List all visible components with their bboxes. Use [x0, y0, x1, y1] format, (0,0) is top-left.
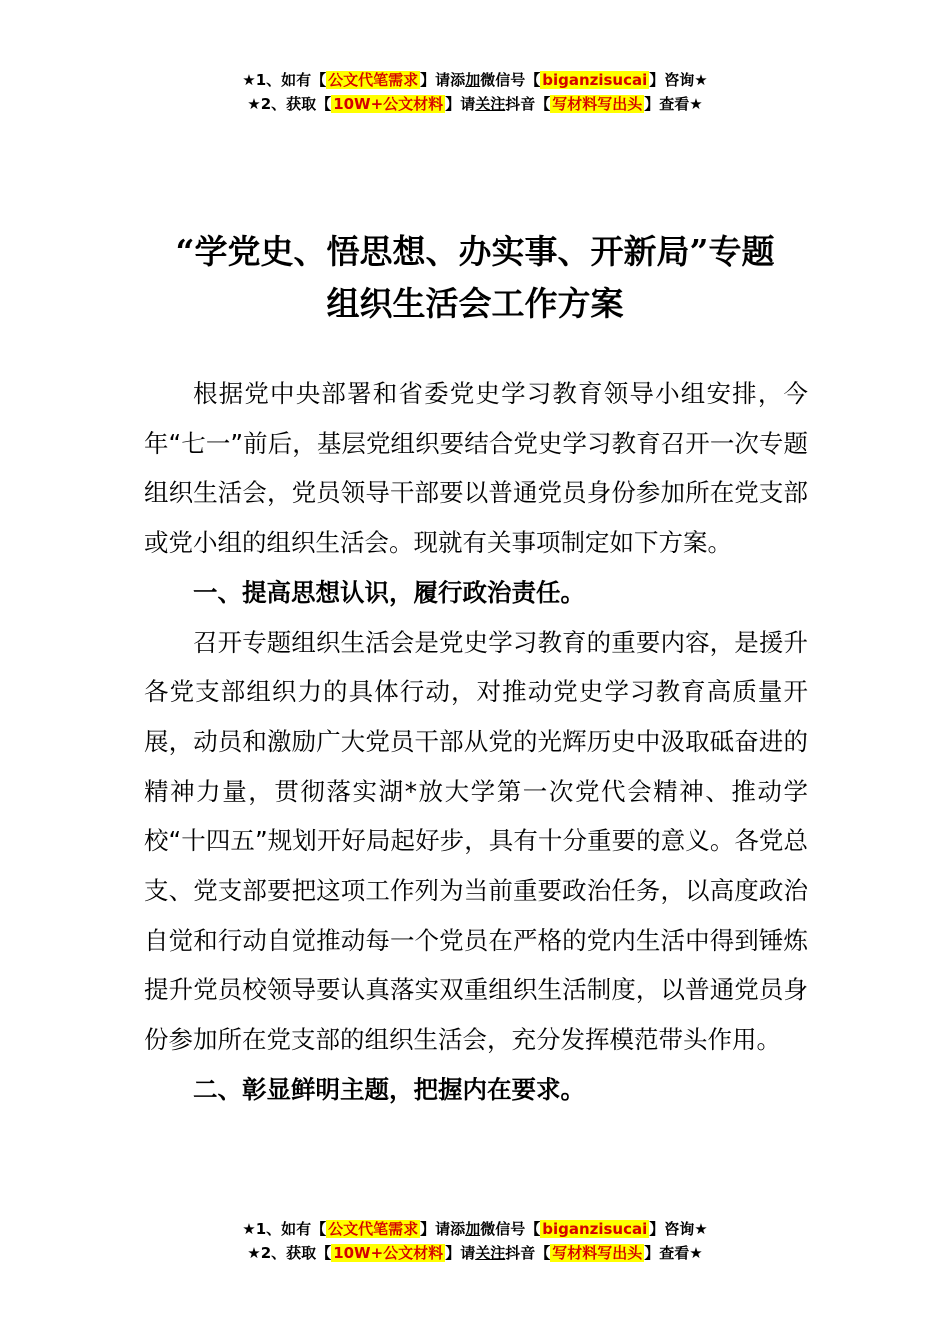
banner-text: 加 — [465, 71, 481, 89]
banner-highlight: biganzisucai — [542, 1220, 648, 1238]
banner-text: 】请 — [445, 95, 476, 113]
banner-text: 】咨询★ — [649, 1220, 708, 1238]
banner-text: 】查看★ — [644, 95, 703, 113]
banner-text: 加 — [465, 1220, 481, 1238]
footer-banner — [0, 1217, 950, 1265]
section-heading-2: 二、彰显鲜明主题，把握内在要求。 — [193, 1074, 585, 1104]
banner-line-1 — [0, 1217, 950, 1241]
banner-highlight: 写材料写出头 — [552, 1244, 643, 1262]
banner-text: 】请添 — [420, 1220, 466, 1238]
banner-text: 】咨询★ — [649, 71, 708, 89]
title-line-1: “学党史、悟思想、办实事、开新局”专题 — [175, 232, 775, 271]
banner-highlight: 公文代笔需求 — [328, 71, 419, 89]
banner-highlight: 10W+公文材料 — [333, 95, 444, 113]
banner-highlight: 10W+公文材料 — [333, 1244, 444, 1262]
banner-text: ★1、如有【 — [242, 71, 327, 89]
paragraph-section-1: 召开专题组织生活会是党史学习教育的重要内容，是援升各党支部组织力的具体行动，对推动党史学习教育高质量开展，动员和激励广大党员干部从党的光辉历史中汲取砥奋进的精神力量，贯彻落实湖*放大学第一次党代会精神、推动学校“十四五”规划开好局起好步，具有十分重要的意义。各党总支、党支部要把这项工作列为当前重要政治任务，以高度政治自觉和行动自觉推动每一个党员在严格的党内生活中得到锤炼提升党员校领导要认真落实双重组织生活制度，以普通党员身份参加所在党支部的组织生活会，充分发挥模范带头作用。 — [144, 627, 808, 1055]
section-heading-1: 一、提高思想认识，履行政治责任。 — [193, 577, 585, 607]
paragraph-intro: 根据党中央部署和省委党史学习教育领导小组安排，今年“七一”前后，基层党组织要结合党史学习教育召开一次专题组织生活会，党员领导干部要以普通党员身份参加所在党支部或党小组的组织生活会。现就有关事项制定如下方案。 — [144, 379, 808, 558]
banner-text: 抖音【 — [505, 1244, 551, 1262]
banner-text: 关注 — [475, 95, 506, 113]
banner-text: ★2、获取【 — [247, 95, 332, 113]
document-title — [0, 226, 950, 330]
banner-line-1 — [0, 68, 950, 92]
banner-text: 】查看★ — [644, 1244, 703, 1262]
banner-text: 微信号【 — [480, 1220, 541, 1238]
banner-highlight: biganzisucai — [542, 71, 648, 89]
banner-text: ★1、如有【 — [242, 1220, 327, 1238]
document-body — [144, 369, 808, 1115]
banner-text: 抖音【 — [505, 95, 551, 113]
banner-text: 】请添 — [420, 71, 466, 89]
banner-text: ★2、获取【 — [247, 1244, 332, 1262]
header-banner — [0, 68, 950, 116]
banner-line-2 — [0, 1241, 950, 1265]
banner-highlight: 公文代笔需求 — [328, 1220, 419, 1238]
banner-text: 关注 — [475, 1244, 506, 1262]
title-line-2: 组织生活会工作方案 — [326, 284, 624, 323]
banner-line-2 — [0, 92, 950, 116]
banner-text: 】请 — [445, 1244, 476, 1262]
banner-text: 微信号【 — [480, 71, 541, 89]
banner-highlight: 写材料写出头 — [552, 95, 643, 113]
